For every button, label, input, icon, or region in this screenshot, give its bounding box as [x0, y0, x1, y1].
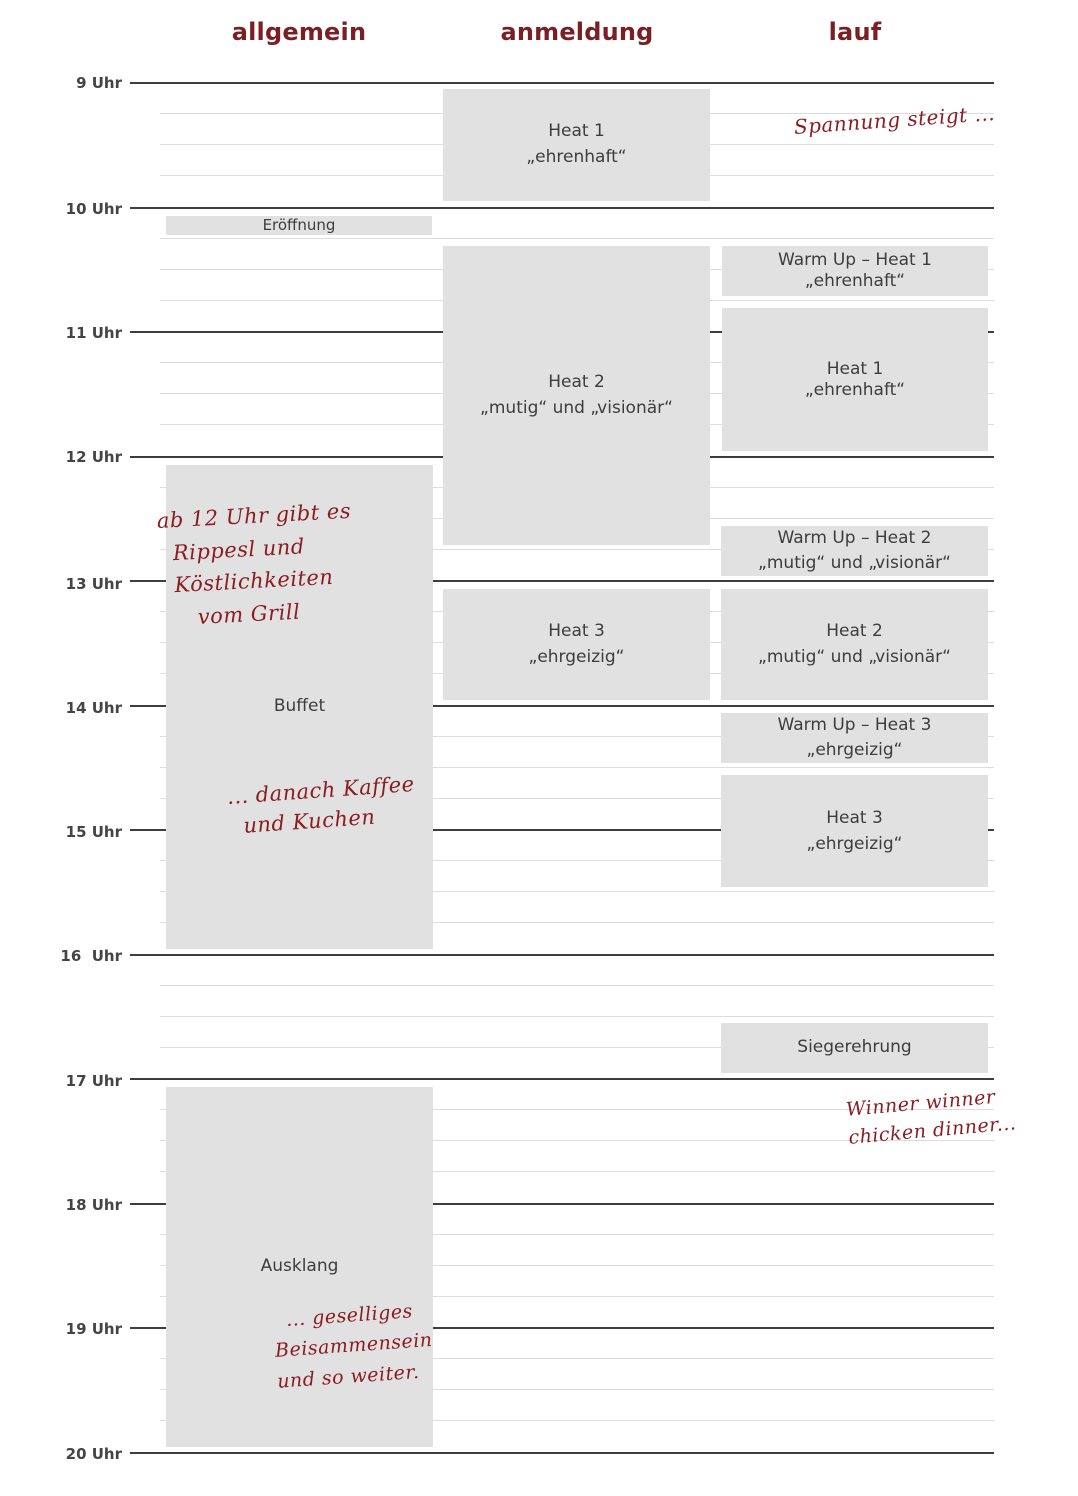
lauf-warmup-heat-2: [721, 526, 988, 576]
anmeldung-heat-1: [443, 89, 710, 201]
anmeldung-heat-1-title: Heat 1: [548, 121, 605, 141]
note-grill: ab 12 Uhr gibt es Rippesl und Köstlichkeiten vom Grill: [156, 498, 352, 631]
event-buffet-label: Buffet: [273, 696, 326, 717]
hour-label-17: 17 Uhr: [65, 1072, 122, 1090]
hour-line: [130, 207, 994, 209]
lauf-heat-1: [722, 308, 988, 451]
lauf-heat-1-name: „ehrenhaft“: [804, 380, 906, 401]
lauf-siegerehrung-label: Siegerehrung: [797, 1037, 912, 1058]
anmeldung-heat-3-title: Heat 3: [548, 621, 605, 641]
event-eroeffnung: [166, 216, 432, 235]
column-header-allgemein: allgemein: [231, 18, 367, 46]
lauf-heat-3: [721, 775, 988, 887]
hour-label-12: 12 Uhr: [65, 448, 122, 466]
lauf-heat-2-name: „mutig“ und „visionär“: [758, 646, 951, 667]
lauf-warmup-heat-3-title: Warm Up – Heat 3: [777, 714, 932, 735]
hour-label-10: 10 Uhr: [65, 200, 122, 218]
anmeldung-heat-3: [443, 589, 710, 700]
quarter-line: [160, 985, 994, 986]
lauf-warmup-heat-1-title: Warm Up – Heat 1: [778, 249, 932, 270]
lauf-warmup-heat-1: [722, 246, 988, 296]
lauf-warmup-heat-2-name: „mutig“ und „visionär“: [758, 553, 951, 573]
hour-label-13: 13 Uhr: [65, 575, 122, 593]
hour-label-19: 19 Uhr: [65, 1320, 122, 1338]
event-ausklang-label: Ausklang: [260, 1256, 339, 1277]
lauf-heat-3-name: „ehrgeizig“: [806, 833, 903, 854]
column-header-lauf: lauf: [828, 18, 882, 46]
lauf-heat-2-title: Heat 2: [826, 621, 883, 641]
hour-label-15: 15 Uhr: [65, 823, 122, 841]
lauf-heat-3-title: Heat 3: [826, 808, 883, 828]
note-winner: Winner winner chicken dinner...: [845, 1085, 1018, 1149]
hour-line: [130, 1452, 994, 1454]
note-gesellig: ... geselliges Beisammensein und so weiter.: [272, 1300, 434, 1393]
quarter-line: [160, 1016, 994, 1017]
hour-line: [130, 1078, 994, 1080]
hour-label-14: 14 Uhr: [65, 699, 122, 717]
hour-line: [130, 954, 994, 956]
lauf-heat-2: [721, 589, 988, 700]
quarter-line: [160, 238, 994, 239]
hour-label-11: 11 Uhr: [65, 324, 122, 342]
note-spannung-steigt: Spannung steigt ...: [793, 100, 996, 139]
note-kaffee-kuchen: ... danach Kaffee und Kuchen: [226, 771, 416, 840]
anmeldung-heat-2-name: „mutig“ und „visionär“: [480, 397, 673, 418]
hour-label-18: 18 Uhr: [65, 1196, 122, 1214]
lauf-warmup-heat-3: [721, 713, 988, 763]
lauf-warmup-heat-2-title: Warm Up – Heat 2: [777, 527, 932, 548]
lauf-siegerehrung: [721, 1023, 988, 1073]
hour-line: [130, 82, 994, 84]
hour-label-9: 9 Uhr: [76, 74, 122, 92]
anmeldung-heat-2-title: Heat 2: [548, 372, 605, 392]
anmeldung-heat-3-name: „ehrgeizig“: [528, 646, 625, 667]
lauf-warmup-heat-3-name: „ehrgeizig“: [806, 740, 903, 760]
event-eroeffnung-label: Eröffnung: [262, 216, 336, 235]
column-header-anmeldung: anmeldung: [500, 18, 654, 46]
hour-label-16: 16 Uhr: [60, 947, 122, 965]
lauf-warmup-heat-1-name: „ehrenhaft“: [804, 271, 906, 291]
anmeldung-heat-1-name: „ehrenhaft“: [526, 146, 627, 167]
hour-label-20: 20 Uhr: [65, 1445, 122, 1463]
lauf-heat-1-title: Heat 1: [826, 359, 884, 379]
anmeldung-heat-2: [443, 246, 710, 545]
